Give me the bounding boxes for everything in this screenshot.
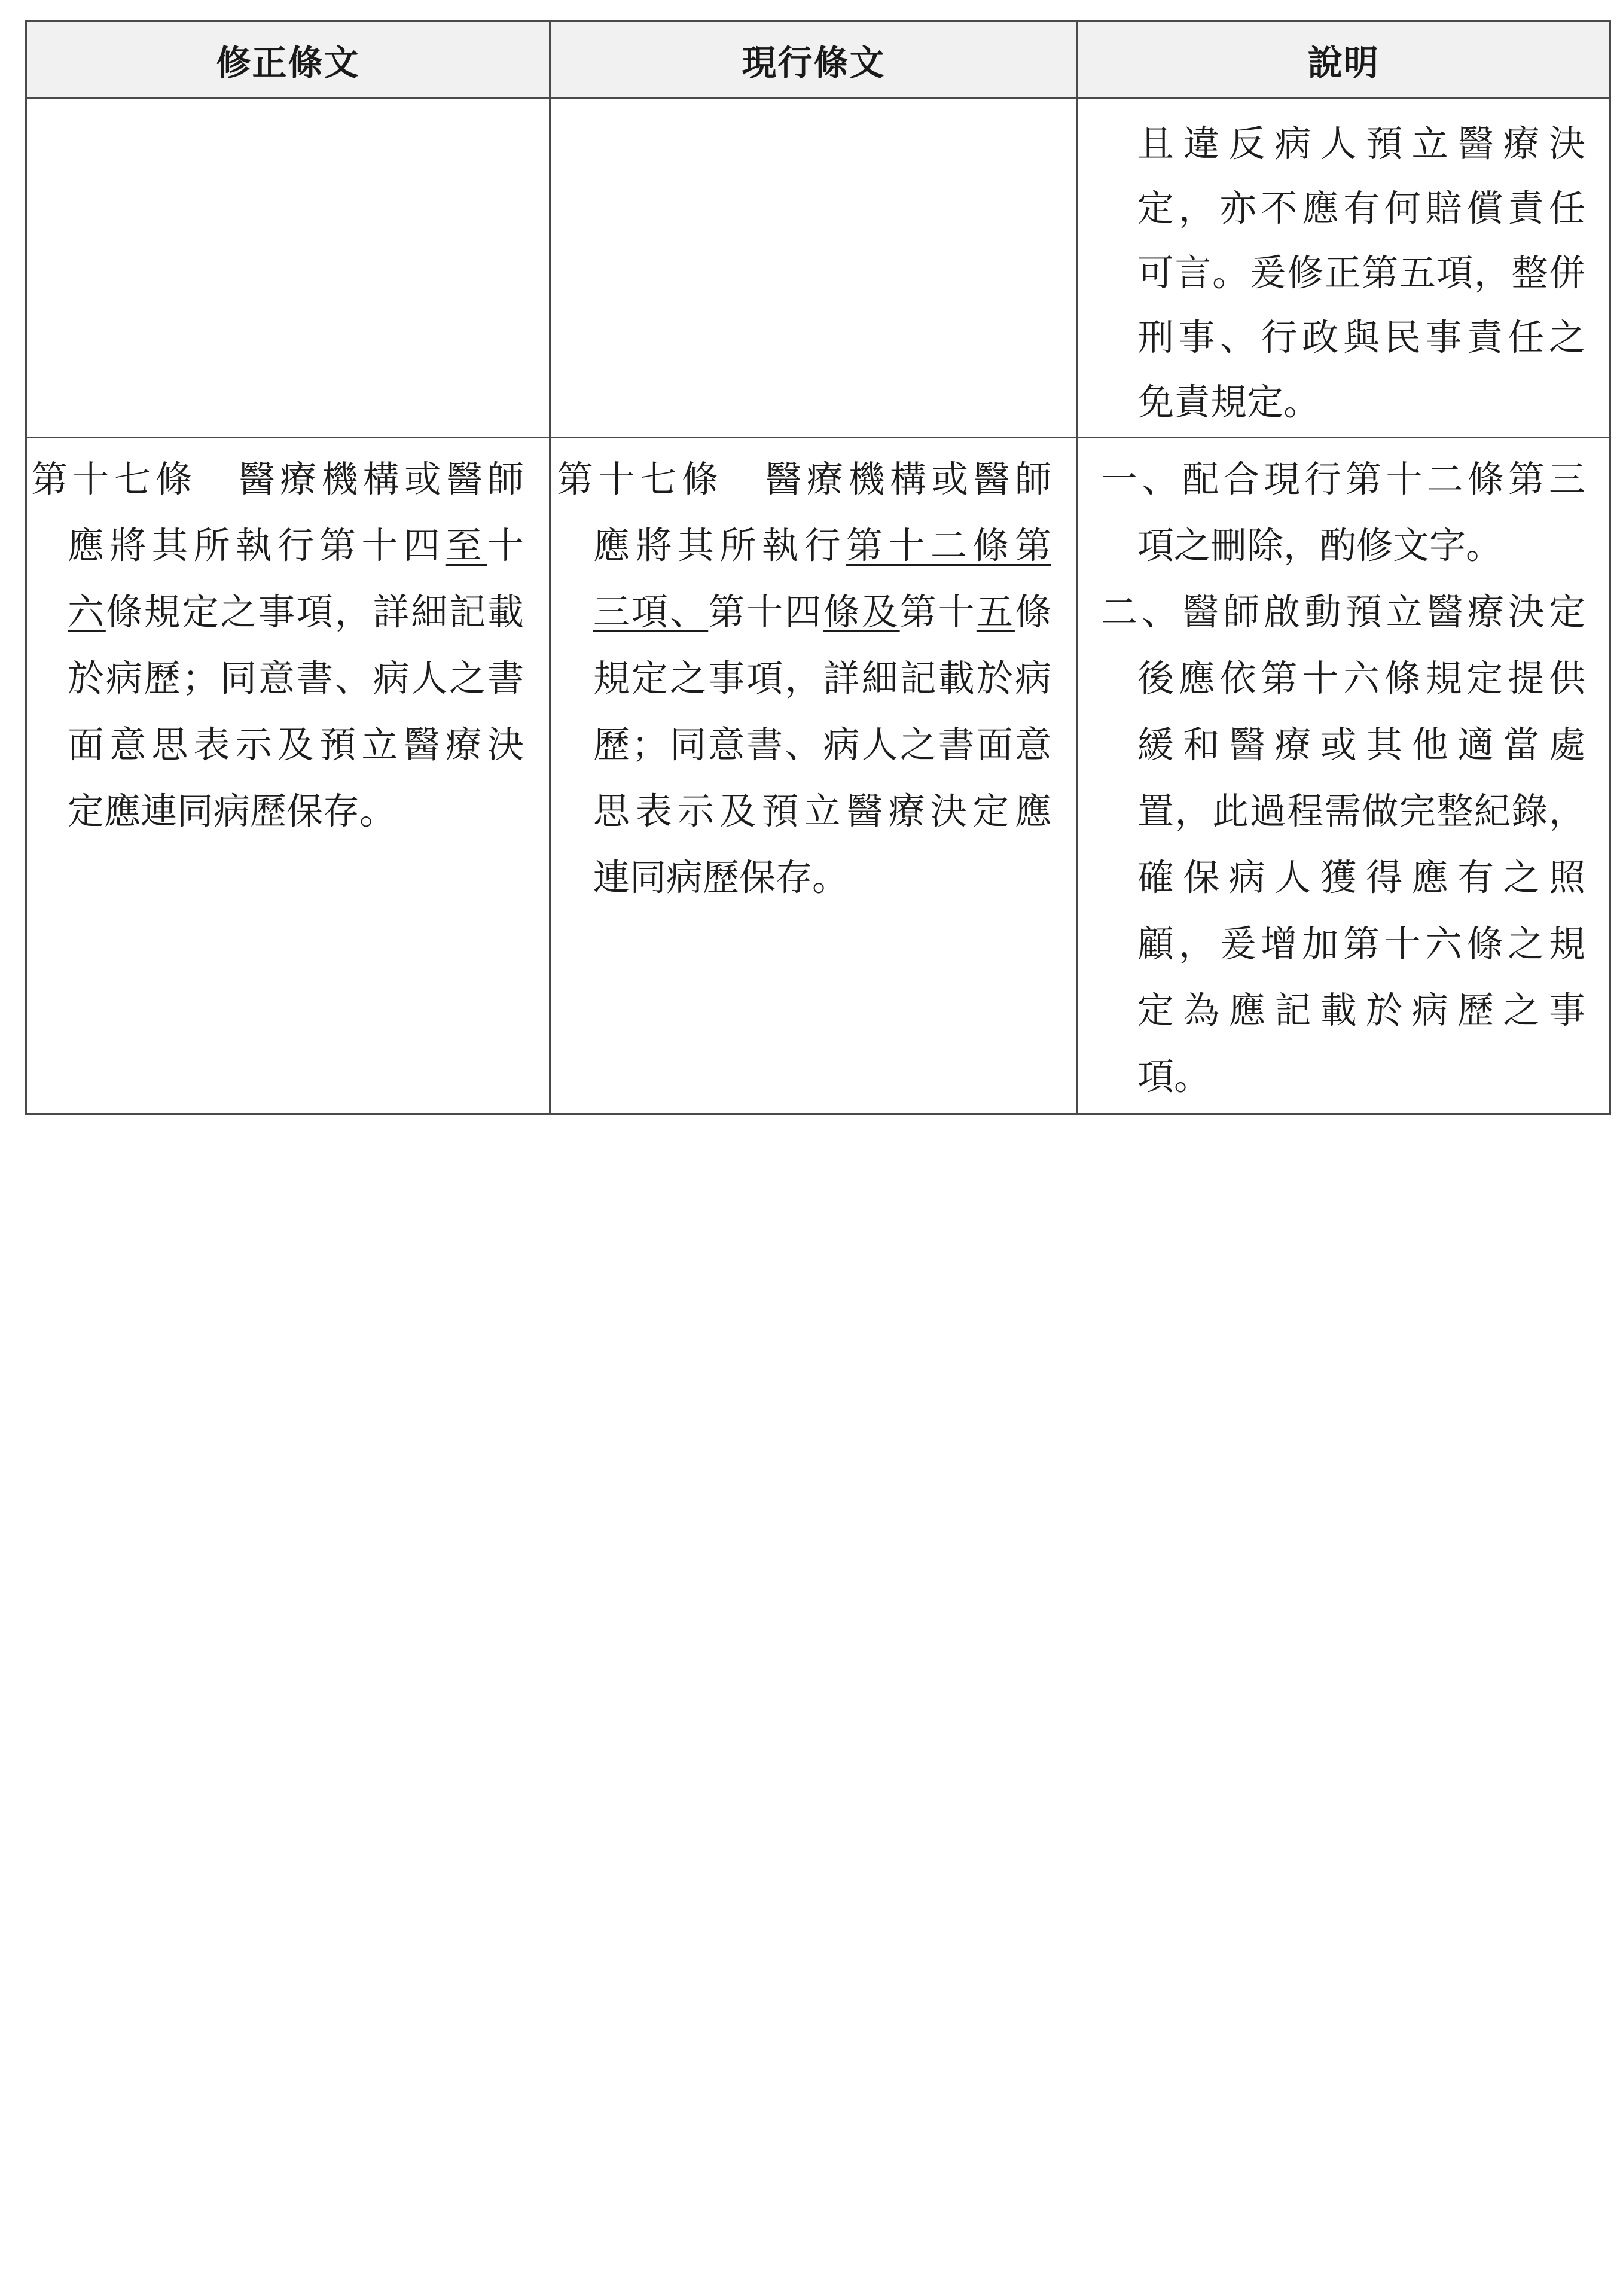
text-line (1101, 370, 1585, 435)
cell-amended-article (26, 98, 550, 438)
text-line (31, 513, 524, 579)
text-line (557, 446, 1051, 513)
underlined-text: 第十二條第 (846, 525, 1051, 567)
text-line (1101, 778, 1585, 844)
table-head (26, 22, 1610, 98)
text-segment: 於病歷；同意書、病人之書 (68, 657, 524, 700)
text-line (1101, 112, 1585, 176)
text-line (1101, 911, 1585, 977)
cell-current-article (550, 98, 1078, 438)
text-segment: 免責規定。 (1137, 381, 1320, 423)
text-line (1101, 579, 1585, 645)
text-segment: 一、配合現行第十二條第三 (1101, 458, 1585, 501)
text-line (1101, 176, 1585, 241)
text-segment: 十 (487, 525, 524, 567)
text-line (1101, 306, 1585, 370)
text-segment: 第十七條 醫療機構或醫師 (31, 458, 524, 501)
text-line (1101, 1044, 1585, 1110)
text-line (557, 645, 1051, 712)
cell-explanation (1078, 98, 1610, 438)
table-row (26, 98, 1610, 438)
text-segment: 定，亦不應有何賠償責任 (1137, 187, 1585, 230)
text-line (1101, 241, 1585, 306)
table-row (26, 438, 1610, 1114)
text-line (1101, 977, 1585, 1044)
text-segment: 面意思表示及預立醫療決 (68, 724, 524, 766)
text-line (1101, 844, 1585, 911)
text-segment: 第十四 (708, 591, 823, 633)
underlined-text: 五 (976, 591, 1015, 633)
header-amended-articles: 修正條文 (26, 22, 550, 98)
cell-current-article (550, 438, 1078, 1114)
text-line (1101, 645, 1585, 712)
text-segment: 歷；同意書、病人之書面意 (593, 724, 1051, 766)
text-segment: 思表示及預立醫療決定應 (593, 790, 1051, 833)
text-line (557, 778, 1051, 844)
text-segment: 規定之事項，詳細記載於病 (593, 657, 1051, 700)
text-line (557, 579, 1051, 645)
text-segment: 緩和醫療或其他適當處 (1137, 724, 1585, 766)
text-segment: 項之刪除，酌修文字。 (1137, 525, 1503, 567)
header-explanation: 說明 (1078, 22, 1610, 98)
underlined-text: 六 (68, 591, 106, 633)
text-line (1101, 446, 1585, 513)
text-segment: 連同病歷保存。 (593, 856, 849, 899)
text-line (31, 446, 524, 513)
text-segment: 可言。爰修正第五項，整併 (1137, 252, 1585, 294)
text-line (1101, 513, 1585, 579)
text-segment: 項。 (1137, 1056, 1211, 1098)
cell-amended-article (26, 438, 550, 1114)
underlined-text: 至 (445, 525, 487, 567)
cell-explanation (1078, 438, 1610, 1114)
text-segment: 顧，爰增加第十六條之規 (1137, 923, 1585, 965)
text-line (1101, 712, 1585, 778)
text-segment: 後應依第十六條規定提供 (1137, 657, 1585, 700)
text-segment: 第十七條 醫療機構或醫師 (557, 458, 1051, 501)
text-line (557, 513, 1051, 579)
text-segment: 條 (1014, 591, 1051, 633)
text-line (31, 645, 524, 712)
text-line (557, 712, 1051, 778)
text-segment: 且違反病人預立醫療決 (1137, 123, 1585, 165)
text-segment: 二、醫師啟動預立醫療決定 (1101, 591, 1585, 633)
table-header-row (26, 22, 1610, 98)
text-segment: 定為應記載於病歷之事 (1137, 989, 1585, 1032)
text-segment: 刑事、行政與民事責任之 (1137, 316, 1585, 359)
text-segment: 第十 (899, 591, 977, 633)
text-segment: 確保病人獲得應有之照 (1137, 856, 1585, 899)
text-line (31, 778, 524, 844)
text-segment: 定應連同病歷保存。 (68, 790, 396, 833)
underlined-text: 三項、 (593, 591, 709, 633)
header-current-articles: 現行條文 (550, 22, 1078, 98)
text-line (31, 712, 524, 778)
table-body (26, 98, 1610, 1114)
text-segment: 應將其所執行第十四 (68, 525, 446, 567)
text-line (557, 844, 1051, 911)
article-comparison-table (25, 20, 1611, 1115)
text-segment: 置，此過程需做完整紀錄， (1137, 790, 1585, 833)
text-segment: 條規定之事項，詳細記載 (105, 591, 524, 633)
underlined-text: 條及 (823, 591, 900, 633)
text-segment: 應將其所執行 (593, 525, 846, 567)
text-line (31, 579, 524, 645)
